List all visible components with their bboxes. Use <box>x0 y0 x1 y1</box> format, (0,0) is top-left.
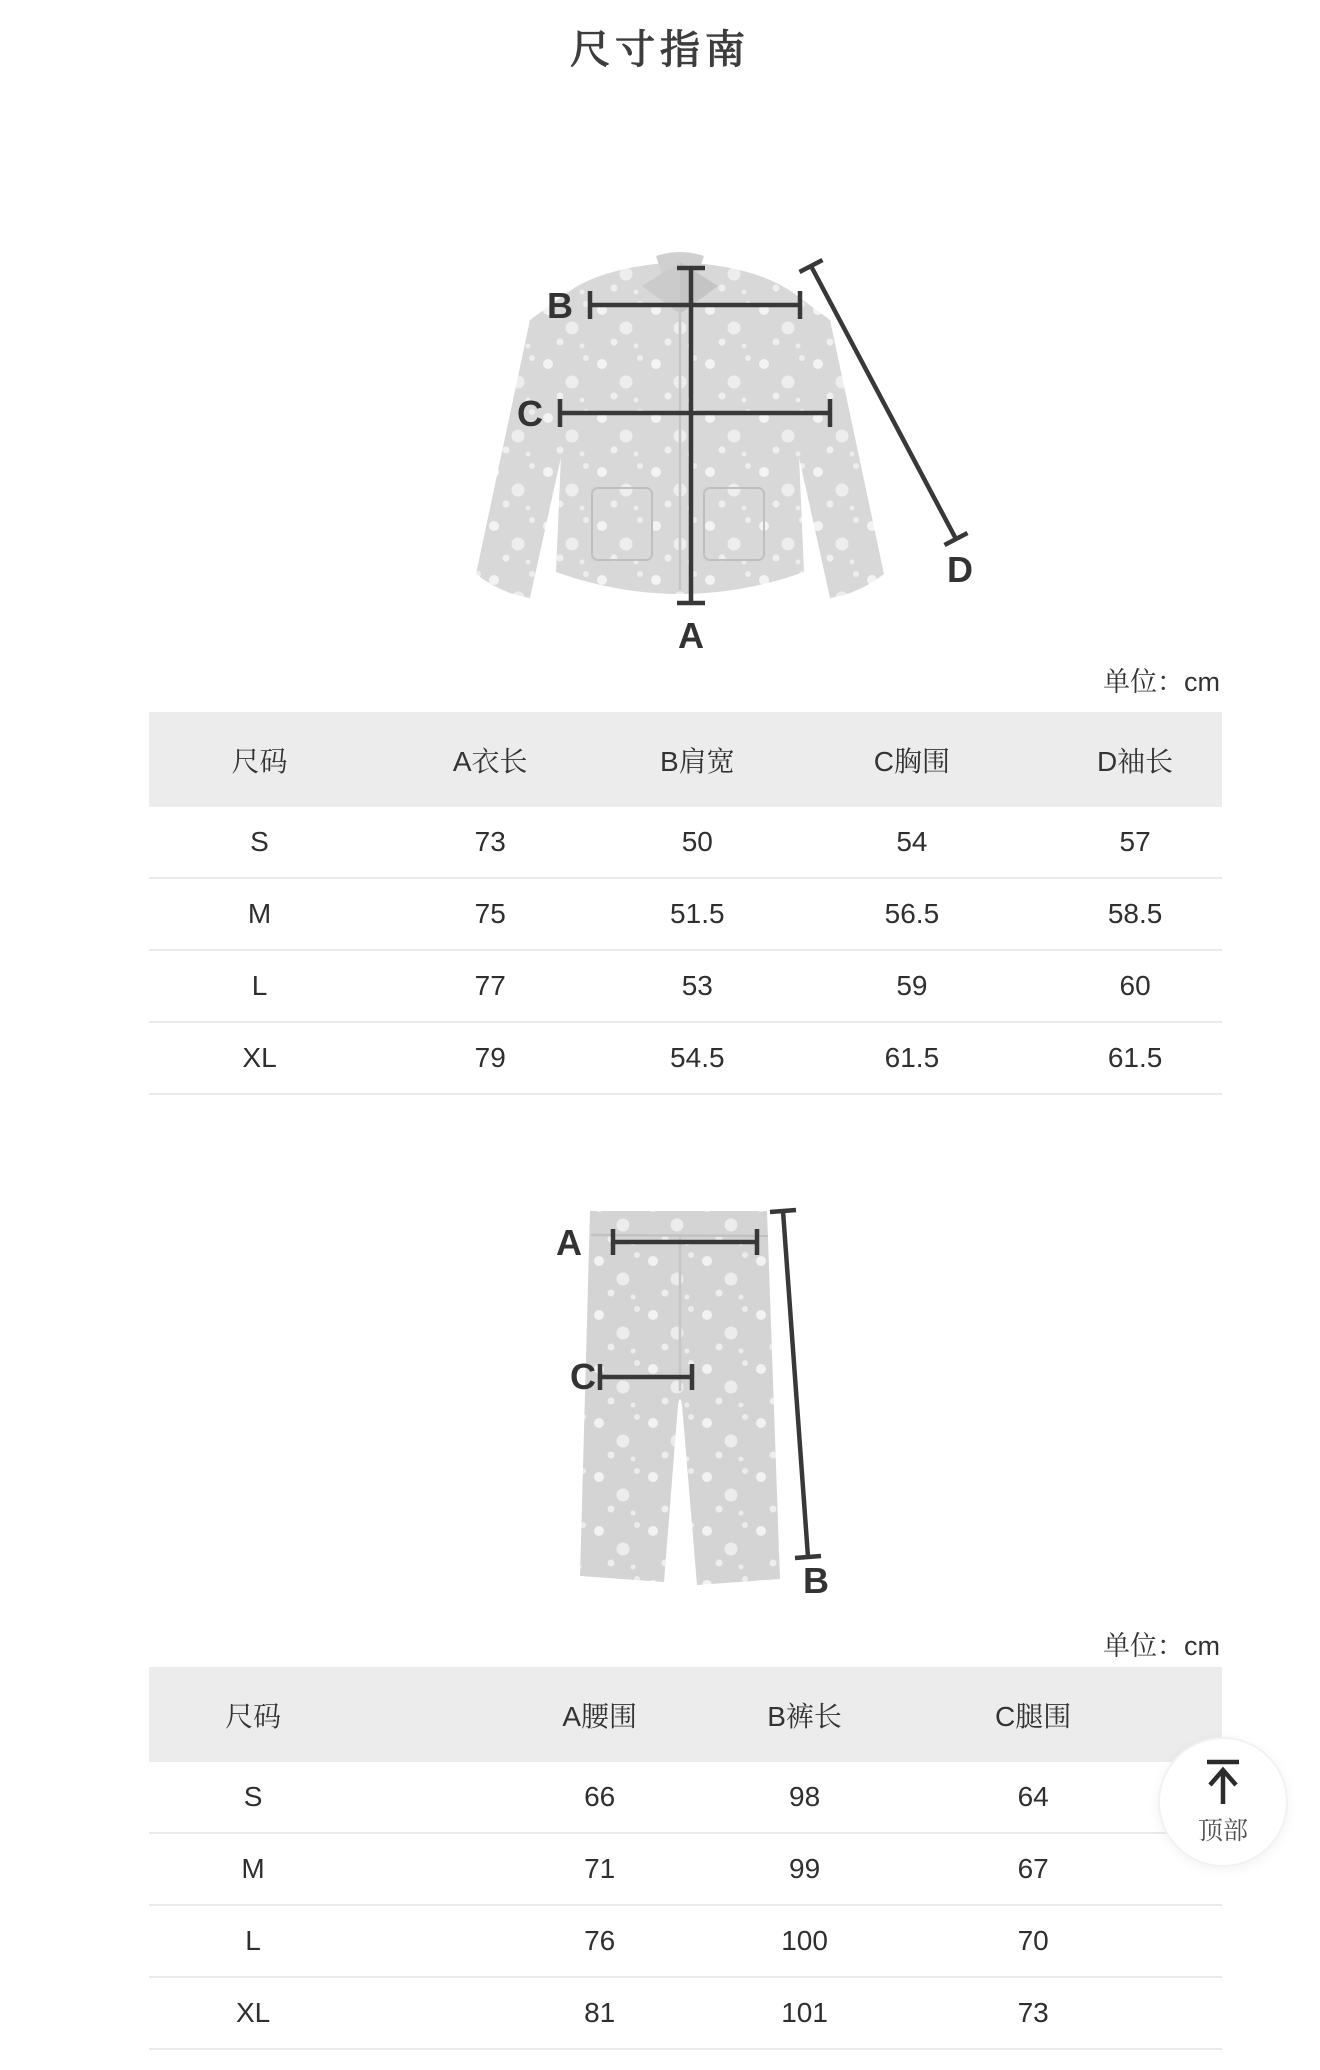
size-value-cell: 54 <box>896 826 928 857</box>
size-value-cell: 101 <box>781 1997 828 2028</box>
measure-line-b <box>770 1210 821 1558</box>
arrow-up-to-line-icon <box>1200 1758 1246 1808</box>
table-row <box>149 1978 1222 2050</box>
size-value-cell: 66 <box>584 1781 616 1812</box>
size-value-cell: 81 <box>584 1997 616 2028</box>
back-to-top-button[interactable] <box>1158 1737 1288 1867</box>
table-row <box>149 1762 1222 1834</box>
size-value-cell: 73 <box>1017 1997 1049 2028</box>
table-row <box>149 1834 1222 1906</box>
table-row <box>149 807 1222 879</box>
unit-label: 单位：cm <box>1103 1631 1220 1661</box>
size-value-cell: 61.5 <box>1107 1042 1163 1073</box>
column-header: B裤长 <box>767 1700 842 1732</box>
column-header: B肩宽 <box>659 745 735 777</box>
size-value-cell: 100 <box>781 1925 828 1956</box>
column-header: D袖长 <box>1096 745 1174 777</box>
column-header: A衣长 <box>452 745 528 777</box>
size-value-cell: 60 <box>1119 970 1151 1001</box>
column-header: A腰围 <box>562 1700 637 1732</box>
pants-illustration <box>580 1211 780 1585</box>
pants-label-b: B <box>803 1560 829 1601</box>
column-header: 尺码 <box>225 1700 282 1732</box>
column-header: 尺码 <box>231 745 288 777</box>
size-name-cell: L <box>245 1925 261 1956</box>
size-value-cell: 58.5 <box>1107 898 1163 929</box>
table-row <box>149 1906 1222 1978</box>
size-value-cell: 67 <box>1017 1853 1049 1884</box>
size-name-cell: S <box>250 826 269 857</box>
unit-label: 单位：cm <box>1103 667 1220 697</box>
size-value-cell: 64 <box>1017 1781 1049 1812</box>
jacket-label-a: A <box>678 615 704 656</box>
pants-label-c: C <box>570 1356 596 1397</box>
size-name-cell: S <box>243 1781 263 1812</box>
page-title: 尺寸指南 <box>570 28 750 72</box>
table-header-row <box>149 1667 1222 1762</box>
table-row <box>149 1023 1222 1095</box>
size-value-cell: 57 <box>1119 826 1151 857</box>
size-name-cell: XL <box>242 1042 277 1073</box>
size-value-cell: 71 <box>584 1853 616 1884</box>
pants-label-a: A <box>556 1222 582 1263</box>
column-header: C腿围 <box>995 1700 1072 1732</box>
size-value-cell: 56.5 <box>884 898 940 929</box>
size-value-cell: 59 <box>896 970 928 1001</box>
size-name-cell: M <box>241 1853 265 1884</box>
size-value-cell: 73 <box>474 826 506 857</box>
size-value-cell: 98 <box>789 1781 821 1812</box>
size-name-cell: L <box>251 970 268 1001</box>
size-value-cell: 70 <box>1017 1925 1049 1956</box>
jacket-label-c: C <box>517 393 543 434</box>
size-value-cell: 54.5 <box>670 1042 725 1073</box>
size-value-cell: 50 <box>681 826 713 857</box>
size-value-cell: 79 <box>474 1042 506 1073</box>
size-value-cell: 76 <box>584 1925 616 1956</box>
size-value-cell: 75 <box>474 898 506 929</box>
jacket-size-table <box>149 712 1222 1095</box>
size-value-cell: 99 <box>789 1853 821 1884</box>
table-row <box>149 879 1222 951</box>
pants-measure-diagram <box>535 1195 880 1627</box>
size-name-cell: XL <box>235 1997 271 2028</box>
size-value-cell: 77 <box>474 970 506 1001</box>
size-value-cell: 53 <box>681 970 713 1001</box>
jacket-measure-diagram <box>430 190 990 660</box>
size-name-cell: M <box>247 898 272 929</box>
table-row <box>149 951 1222 1023</box>
jacket-label-d: D <box>947 549 973 590</box>
size-value-cell: 61.5 <box>884 1042 940 1073</box>
jacket-label-b: B <box>547 285 573 326</box>
column-header: C胸围 <box>873 745 951 777</box>
table-header-row <box>149 712 1222 807</box>
back-to-top-label: 顶部 <box>1197 1816 1248 1845</box>
size-value-cell: 51.5 <box>670 898 725 929</box>
pants-size-table <box>149 1667 1222 2050</box>
